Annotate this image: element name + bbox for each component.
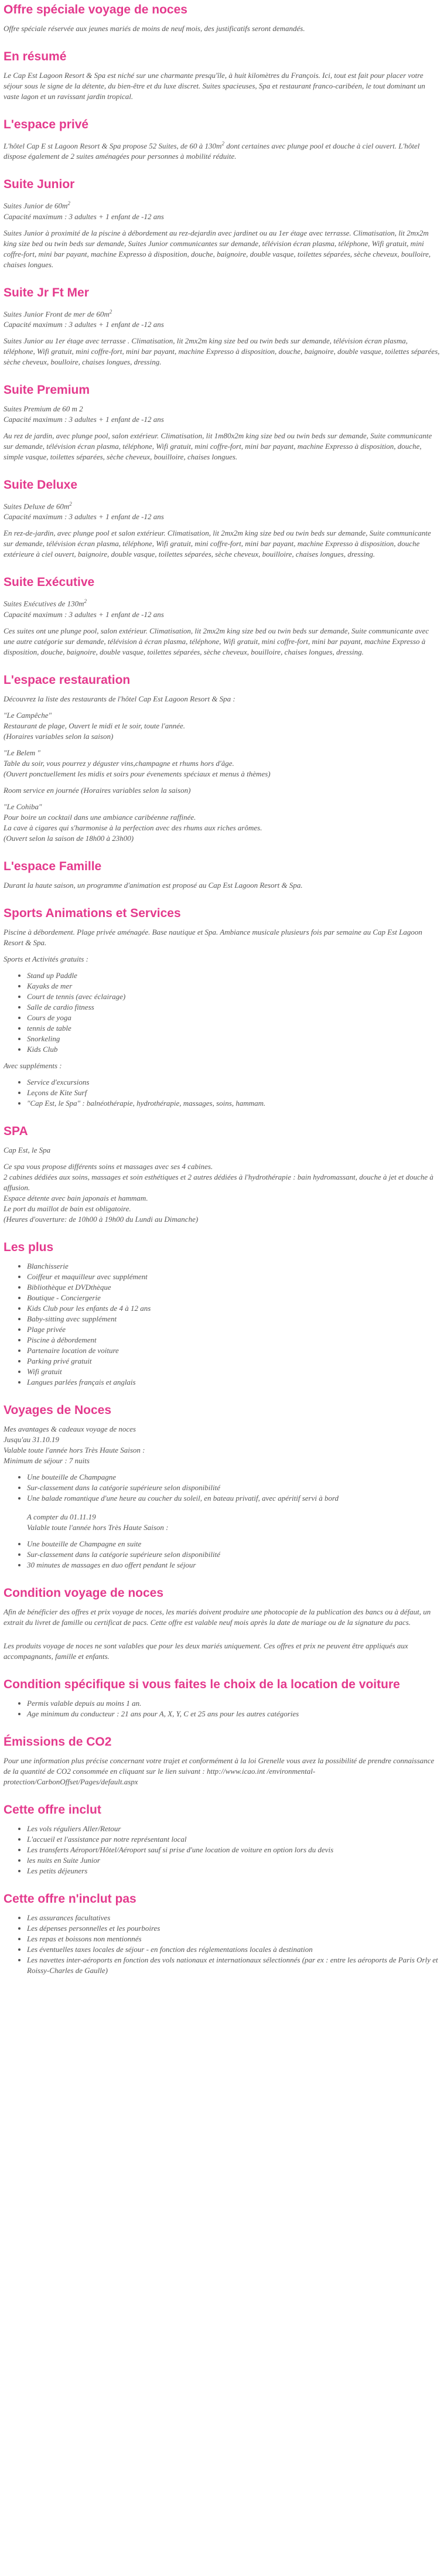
- restaurant-line: (Horaires variables selon la saison): [4, 731, 114, 741]
- suite-size-text: Suites Deluxe de 60m: [4, 502, 70, 511]
- suite-junior-specs: [4, 198, 440, 222]
- spa-line: Le port du maillot de bain est obligatoire.: [4, 1204, 131, 1213]
- list-item: • Baby-sitting avec supplément: [27, 1314, 440, 1324]
- suite-premium-specs: [4, 404, 440, 425]
- suite-size-sup: 2: [84, 598, 87, 605]
- section-location-voiture: [4, 1677, 440, 1719]
- list-item: • Boutique - Conciergerie: [27, 1293, 440, 1303]
- list-item: • Bibliothèque et DVDthèque: [27, 1282, 440, 1293]
- list-item: • Sur-classement dans la catégorie supérieure selon disponibilité: [27, 1549, 440, 1560]
- suite-size-text: Suites Junior de 60m: [4, 201, 68, 210]
- restaurant-line: "Le Belem ": [4, 748, 40, 757]
- list-item: • Piscine à débordement: [27, 1335, 440, 1345]
- section-offre-speciale: [4, 2, 440, 34]
- list-item: • Wifi gratuit: [27, 1367, 440, 1377]
- section-suite-jr-ft-mer: [4, 285, 440, 367]
- restaurant-line: "Le Campêche": [4, 710, 52, 720]
- suite-size: [4, 596, 440, 609]
- list-item: • tennis de table: [27, 1023, 440, 1034]
- room-service: [4, 785, 440, 796]
- spa-details: [4, 1161, 440, 1225]
- list-item: • Langues parlées français et anglais: [27, 1377, 440, 1388]
- suite-jr-ft-specs: [4, 306, 440, 330]
- section-restauration: [4, 673, 440, 844]
- restaurant-line: Restaurant de plage, Ouvert le midi et le soir, toute l'année.: [4, 721, 186, 730]
- section-title-inclut: Cette offre inclut: [4, 1802, 101, 1817]
- spa-line: (Heures d'ouverture: de 10h00 à 19h00 du Lundi au Dimanche): [4, 1214, 199, 1224]
- section-title-spa: SPA: [4, 1124, 28, 1138]
- condition-text-1: Afin de bénéficier des offres et prix voyage de noces, les mariés doivent produire une photocopie de la publication des bancs ou à défaut, un extrait du livret de famille ou certificat de pacs. Cette offre est valable neuf mois après la date de mariage ou de la signature du pacs.: [4, 1607, 431, 1627]
- list-item: • Les vols réguliers Aller/Retour: [27, 1824, 440, 1834]
- section-title-ninclut: Cette offre n'inclut pas: [4, 1892, 136, 1906]
- list-item: • Partenaire location de voiture: [27, 1345, 440, 1356]
- section-title-location: Condition spécifique si vous faites le choix de la location de voiture: [4, 1677, 400, 1691]
- list-item: • Cours de yoga: [27, 1013, 440, 1023]
- famille-text: Durant la haute saison, un programme d'animation est proposé au Cap Est Lagoon Resort & Spa.: [4, 880, 303, 890]
- section-suite-executive: [4, 575, 440, 657]
- noces-line: Valable toute l'année hors Très Haute Saison :: [4, 1445, 145, 1454]
- section-title-noces: Voyages de Noces: [4, 1403, 112, 1417]
- noces-line: Mes avantages & cadeaux voyage de noces: [4, 1424, 136, 1433]
- noces-gifts-list-2: [4, 1539, 440, 1570]
- list-item: • "Cap Est, le Spa" : balnéothérapie, hydrothérapie, massages, soins, hammam.: [27, 1098, 440, 1109]
- prive-text: [4, 138, 440, 162]
- list-item: • Permis valable depuis au moins 1 an.: [27, 1698, 440, 1709]
- section-sports: [4, 906, 440, 1109]
- suite-capacity: Capacité maximum : 3 adultes + 1 enfant de -12 ans: [4, 319, 164, 329]
- condition-text-2: Les produits voyage de noces ne sont valables que pour les deux mariés uniquement. Ces offres et prix ne peuvent être appliqués aux accompagnants, famille et enfants.: [4, 1641, 408, 1661]
- spa-line: Ce spa vous propose différents soins et massages avec ses 4 cabines.: [4, 1161, 213, 1171]
- prive-text-before: L'hôtel Cap E st Lagoon Resort & Spa propose 52 Suites, de 60 à 130m: [4, 141, 222, 151]
- suite-size: [4, 198, 440, 211]
- page-title: Offre spéciale voyage de noces: [4, 3, 187, 16]
- noces-line: Jusqu'au 31.10.19: [4, 1434, 59, 1444]
- suite-capacity: Capacité maximum : 3 adultes + 1 enfant de -12 ans: [4, 212, 164, 221]
- section-title-suite-executive: Suite Exécutive: [4, 575, 95, 590]
- list-item: • Les éventuelles taxes locales de séjour - en fonction des réglementations locales à destination: [27, 1944, 440, 1955]
- list-item: • Parking privé gratuit: [27, 1356, 440, 1367]
- section-suite-premium: [4, 383, 440, 462]
- section-espace-prive: [4, 117, 440, 162]
- list-item: • L'accueil et l'assistance par notre représentant local: [27, 1834, 440, 1845]
- suite-description: Suites Junior à proximité de la piscine à débordement au rez-dejardin avec jardinet ou au 1er étage avec terrasse. Climatisation, lit 2mx2m king size bed ou twin beds sur demande, Suites Junior communicantes sur demande, télévision écran plasma, téléphone, Wifi gratuit, mini coffre-fort, mini bar payant, machine Expresso à disposition, douche, baignoire, double vasque, toilettes séparées, sèche cheveux, boulloire, chaises longues.: [4, 228, 431, 269]
- section-spa: [4, 1124, 440, 1225]
- spa-line: 2 cabines dédiées aux soins, massages et soin esthétiques et 2 autres dédiées à l'hydrothérapie : bain hydromassant, douche à jet et douche à affusion.: [4, 1172, 433, 1192]
- suite-description: En rez-de-jardin, avec plunge pool et salon extérieur. Climatisation, lit 2mx2m king size bed ou twin beds sur demande, Suite communicante sur demande, télévision écran plasma, téléphone, Wifi gratuit, mini coffre-fort, mini bar payant, machine Expresso à disposition, douche extérieure à ciel ouvert, baignoire, double vasque, toilettes séparées, sèche cheveux, bouilloire, chaises longues, dressing.: [4, 529, 431, 559]
- restaurant-line: "Le Cohiba": [4, 802, 42, 811]
- list-item: • Court de tennis (avec éclairage): [27, 991, 440, 1002]
- restaurant-line: Room service en journée (Horaires variables selon la saison): [4, 785, 191, 795]
- list-item: • Salle de cardio fitness: [27, 1002, 440, 1013]
- list-item: • 30 minutes de massages en duo offert pendant le séjour: [27, 1560, 440, 1570]
- section-title-restauration: L'espace restauration: [4, 673, 131, 687]
- list-item: • Les repas et boissons non mentionnés: [27, 1934, 440, 1944]
- list-item: • Kayaks de mer: [27, 981, 440, 991]
- suite-size-text: Suites Junior Front de mer de 60m: [4, 309, 110, 318]
- prive-sup: 2: [221, 141, 224, 146]
- list-item: • Une bouteille de Champagne en suite: [27, 1539, 440, 1549]
- extras-label: Avec suppléments :: [4, 1061, 62, 1070]
- list-item: • Une bouteille de Champagne: [27, 1472, 440, 1483]
- section-title-sports: Sports Animations et Services: [4, 906, 181, 920]
- suite-size: [4, 499, 440, 512]
- suite-capacity: Capacité maximum : 3 adultes + 1 enfant de -12 ans: [4, 512, 164, 522]
- plus-list: [4, 1261, 440, 1388]
- inclut-list: [4, 1824, 440, 1876]
- section-title-famille: L'espace Famille: [4, 859, 102, 873]
- list-item: • Stand up Paddle: [27, 970, 440, 981]
- extras-list: [4, 1077, 440, 1109]
- noces-line: Valable toute l'année hors Très Haute Saison :: [27, 1522, 169, 1532]
- resume-text: Le Cap Est Lagoon Resort & Spa est niché sur une charmante presqu'île, à huit kilomètres du François. Ici, tout est fait pour placer votre séjour sous le signe de la détente, du bien-être et du luxe discret. Suites spacieuses, Spa et restaurant franco-caribéen, le tout dominant un vaste lagon et un ravissant jardin tropical.: [4, 71, 425, 101]
- section-offre-inclut: [4, 1802, 440, 1876]
- restauration-intro: Découvrez la liste des restaurants de l'hôtel Cap Est Lagoon Resort & Spa :: [4, 694, 235, 703]
- section-title-suite-jr-ft-mer: Suite Jr Ft Mer: [4, 285, 89, 299]
- suite-description: Au rez de jardin, avec plunge pool, salon extérieur. Climatisation, lit 1m80x2m king size bed ou twin beds sur demande, Suite communicante sur demande, télévision écran plasma, téléphone, Wifi gratuit, mini coffre-fort, mini bar payant, machine Expresso à disposition, douche, simple vasque, toilettes séparées, sèche cheveux, bouilloire, chaises longues.: [4, 431, 432, 461]
- suite-size-sup: 2: [109, 308, 112, 315]
- restaurant-line: La cave à cigares qui s'harmonise à la perfection avec des rhums aux riches arômes.: [4, 823, 262, 832]
- section-title-condition: Condition voyage de noces: [4, 1586, 164, 1600]
- restaurant-line: Table du soir, vous pourrez y déguster vins,champagne et rhums hors d'âge.: [4, 758, 234, 768]
- activities-label: Sports et Activités gratuits :: [4, 954, 88, 963]
- list-item: • Coiffeur et maquilleur avec supplément: [27, 1272, 440, 1282]
- section-title-suite-premium: Suite Premium: [4, 383, 90, 397]
- list-item: • Blanchisserie: [27, 1261, 440, 1272]
- section-condition-noces: [4, 1586, 440, 1662]
- section-title-co2: Émissions de CO2: [4, 1735, 112, 1749]
- list-item: • Service d'excursions: [27, 1077, 440, 1088]
- activities-list: [4, 970, 440, 1055]
- list-item: • Sur-classement dans la catégorie supérieure selon disponibilité: [27, 1483, 440, 1493]
- section-famille: [4, 859, 440, 891]
- section-offre-ninclut: [4, 1892, 440, 1976]
- suite-size: [4, 306, 440, 319]
- list-item: • les nuits en Suite Junior: [27, 1855, 440, 1866]
- section-les-plus: [4, 1240, 440, 1388]
- list-item: • Plage privée: [27, 1324, 440, 1335]
- noces-line: Minimum de séjour : 7 nuits: [4, 1456, 90, 1465]
- restaurant-line: (Ouvert ponctuellement les midis et soirs pour évenements spéciaux et menus à thèmes): [4, 769, 271, 778]
- noces-gifts-list: [4, 1472, 440, 1504]
- list-item: • Les dépenses personnelles et les pourboires: [27, 1923, 440, 1934]
- list-item: • Kids Club: [27, 1044, 440, 1055]
- noces-details: [4, 1424, 440, 1466]
- spa-line: Espace détente avec bain japonais et hammam.: [4, 1193, 148, 1202]
- list-item: • Kids Club pour les enfants de 4 à 12 ans: [27, 1303, 440, 1314]
- noces-line: A compter du 01.11.19: [27, 1512, 96, 1521]
- noces-validity: [4, 1512, 440, 1533]
- section-title-resume: En résumé: [4, 50, 67, 63]
- suite-capacity: Capacité maximum : 3 adultes + 1 enfant de -12 ans: [4, 414, 164, 424]
- suite-size: Suites Premium de 60 m 2: [4, 404, 83, 413]
- location-list: [4, 1698, 440, 1719]
- sports-text: Piscine à débordement. Plage privée aménagée. Base nautique et Spa. Ambiance musicale plusieurs fois par semaine au Cap Est Lagoon Resort & Spa.: [4, 927, 422, 947]
- section-title-les-plus: Les plus: [4, 1240, 54, 1254]
- list-item: • Les assurances facultatives: [27, 1913, 440, 1923]
- suite-deluxe-specs: [4, 499, 440, 522]
- suite-size-text: Suites Exécutives de 130m: [4, 599, 84, 608]
- suite-size-sup: 2: [69, 500, 72, 507]
- restaurant-belem: [4, 748, 440, 779]
- section-resume: [4, 49, 440, 102]
- prive-text-after: dont certaines avec plunge pool et douche à ciel ouvert. L'hôtel dispose également de 2 suites aménagées pour personnes à mobilité réduite.: [4, 141, 420, 161]
- restaurant-campeche: [4, 710, 440, 742]
- section-title-suite-deluxe: Suite Deluxe: [4, 478, 78, 492]
- section-voyages-de-noces: [4, 1403, 440, 1570]
- list-item: • Une balade romantique d'une heure au coucher du soleil, en bateau privatif, avec apéritif servi à bord: [27, 1493, 440, 1504]
- section-co2: [4, 1735, 440, 1787]
- spa-subtitle: Cap Est, le Spa: [4, 1145, 51, 1154]
- list-item: • Leçons de Kite Surf: [27, 1088, 440, 1098]
- list-item: • Les transferts Aéroport/Hôtel/Aéroport sauf si prise d'une location de voiture en option lors du devis: [27, 1845, 440, 1855]
- suite-capacity: Capacité maximum : 3 adultes + 1 enfant de -12 ans: [4, 609, 164, 619]
- section-suite-deluxe: [4, 478, 440, 560]
- suite-exec-specs: [4, 596, 440, 619]
- section-suite-junior: [4, 177, 440, 270]
- suite-description: Ces suites ont une plunge pool, salon extérieur. Climatisation, lit 2mx2m king size bed ou twin beds sur demande, Suite communicante avec une autre catégorie sur demande, télévision à écran plasma, téléphone, Wifi gratuit, mini coffre-fort, mini bar payant, machine Expresso à disposition, douche, baignoire, double vasque, toilettes séparées, sèche cheveux, bouilloire, chaises longues, dressing.: [4, 626, 429, 656]
- intro-text: Offre spéciale réservée aux jeunes mariés de moins de neuf mois, des justificatifs seront demandés.: [4, 24, 305, 33]
- restaurant-line: Pour boire un cocktail dans une ambiance caribéenne raffinée.: [4, 812, 196, 822]
- list-item: • Age minimum du conducteur : 21 ans pour A, X, Y, C et 25 ans pour les autres catégories: [27, 1709, 440, 1719]
- list-item: • Snorkeling: [27, 1034, 440, 1044]
- list-item: • Les petits déjeuners: [27, 1866, 440, 1876]
- suite-description: Suites Junior au 1er étage avec terrasse . Climatisation, lit 2mx2m king size bed ou twin beds sur demande, télévision écran plasma, téléphone, Wifi gratuit, mini coffre-fort, mini bar payant, machine Expresso à disposition, douche, baignoire, double vasque, toilettes séparées, sèche cheveux, boulloire, chaises longues, dressing.: [4, 336, 440, 366]
- co2-text: Pour une information plus précise concernant votre trajet et conformément à la loi Grenelle vous avez la possibilité de prendre connaissance de la quantité de CO2 consommée en cliquant sur le lien suivant : http://www.icao.int /environmental-protection/CarbonOffset/Pages/default.aspx: [4, 1756, 435, 1786]
- section-title-suite-junior: Suite Junior: [4, 178, 75, 192]
- section-title-prive: L'espace privé: [4, 118, 89, 131]
- restaurant-line: (Ouvert selon la saison de 18h00 à 23h00): [4, 833, 134, 843]
- ninclut-list: [4, 1913, 440, 1976]
- restaurant-cohiba: [4, 802, 440, 844]
- suite-size-sup: 2: [67, 200, 70, 207]
- list-item: • Les navettes inter-aéroports en fonction des vols nationaux et internationaux sélectionnés (par ex : entre les aéroports de Paris Orly et Roissy-Charles de Gaulle): [27, 1955, 440, 1976]
